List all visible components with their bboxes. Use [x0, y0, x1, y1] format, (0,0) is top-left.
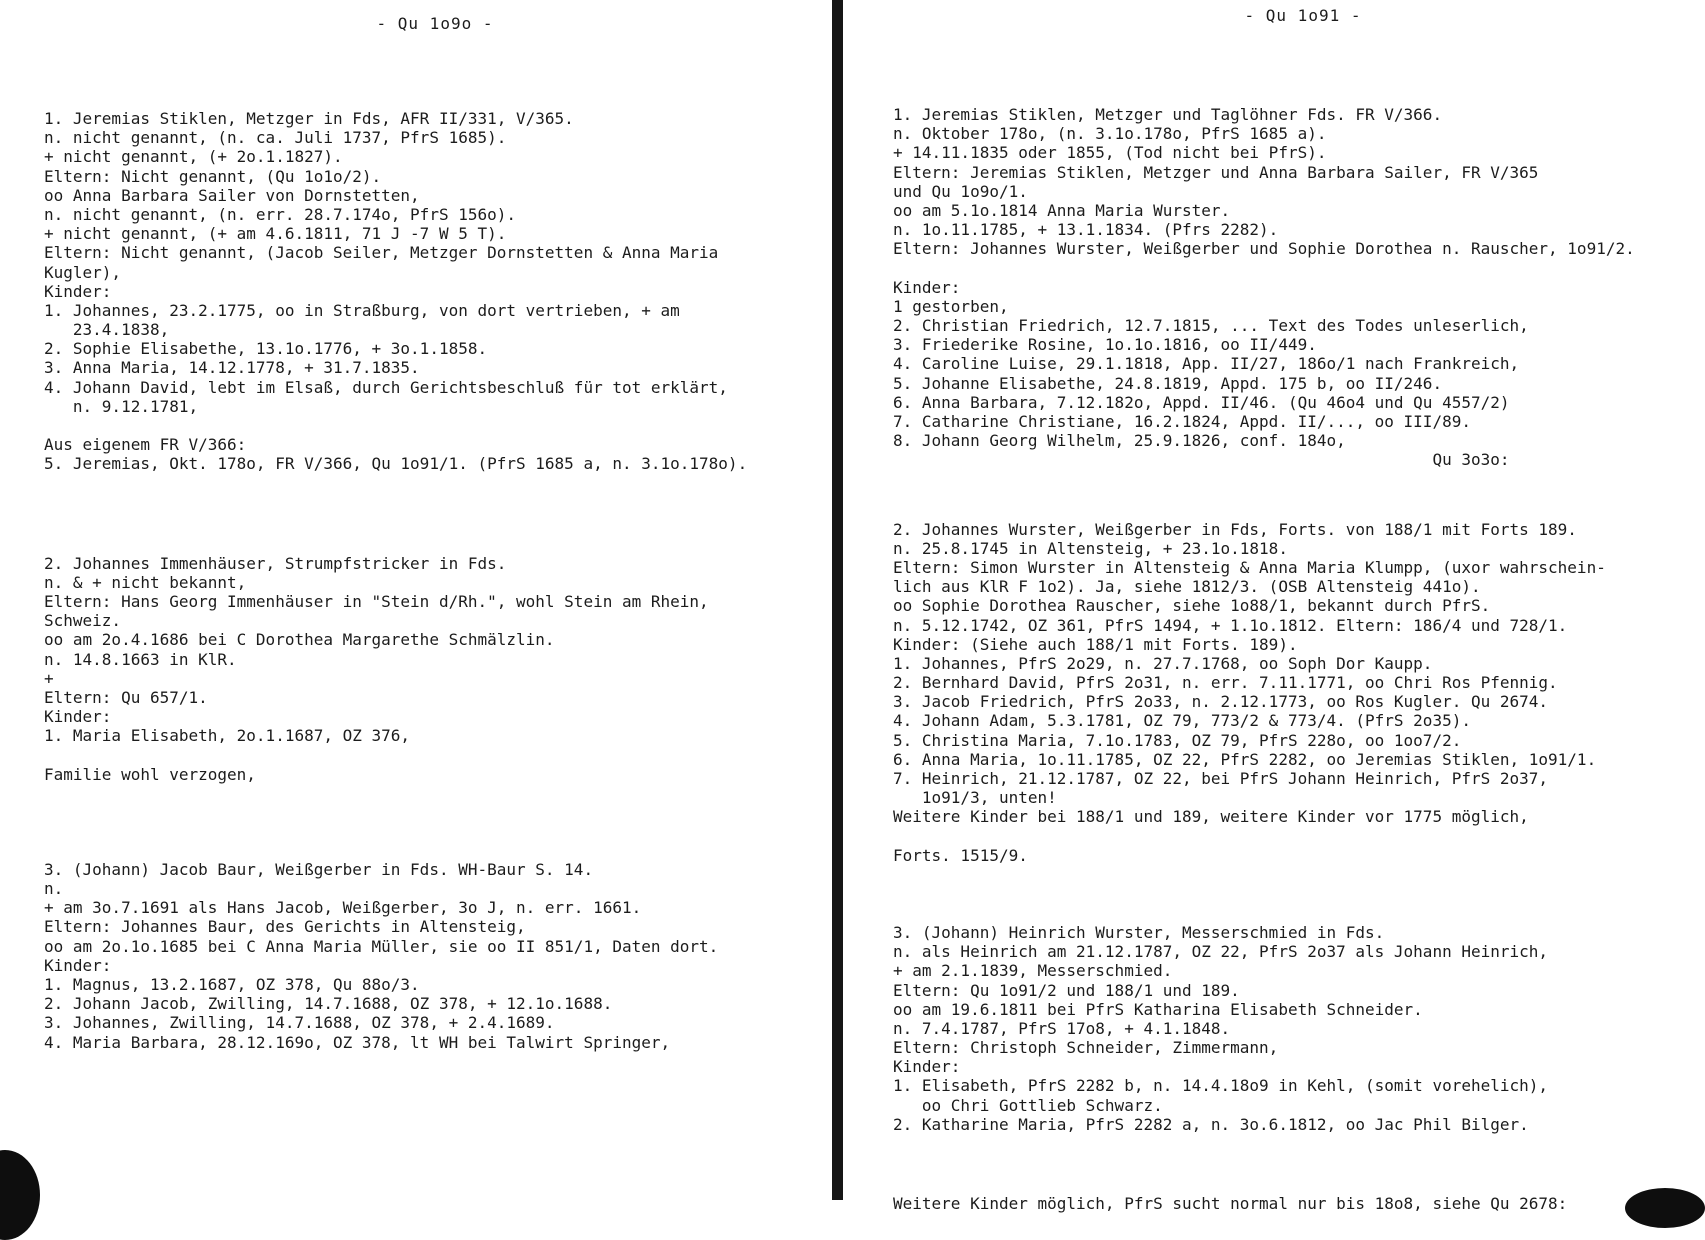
text-line: Kinder: [44, 281, 112, 301]
text-line: 1. Maria Elisabeth, 2o.1.1687, OZ 376, [44, 726, 411, 746]
text-line: 8. Johann Georg Wilhelm, 25.9.1826, conf. 184o, [893, 431, 1346, 451]
entry-r4 [893, 1194, 1688, 1213]
text-line: oo am 2o.1o.1685 bei C Anna Maria Müller, sie oo II 851/1, Daten dort. [44, 936, 719, 956]
text-line: 2. Johannes Wurster, Weißgerber in Fds, Forts. von 188/1 mit Forts 189. [893, 519, 1577, 539]
text-line: n. nicht genannt, (n. err. 28.7.174o, PfrS 156o). [44, 204, 517, 224]
text-line: Eltern: Qu 657/1. [44, 687, 208, 707]
text-line: 1. Johannes, 23.2.1775, oo in Straßburg, von dort vertrieben, + am [44, 300, 680, 320]
text-line: Eltern: Simon Wurster in Altensteig & Anna Maria Klumpp, (uxor wahrschein- [893, 557, 1606, 577]
text-line: Familie wohl verzogen, [44, 764, 256, 784]
text-line: 1o91/3, unten! [893, 788, 1057, 808]
text-line: n. & + nicht bekannt, [44, 572, 247, 592]
text-line: Eltern: Hans Georg Immenhäuser in "Stein d/Rh.", wohl Stein am Rhein, [44, 591, 709, 611]
text-line: 2. Katharine Maria, PfrS 2282 a, n. 3o.6.1812, oo Jac Phil Bilger. [893, 1114, 1529, 1134]
text-line: oo am 19.6.1811 bei PfrS Katharina Elisabeth Schneider. [893, 999, 1423, 1019]
entry-l1 [44, 109, 830, 474]
text-line: 3. Jacob Friedrich, PfrS 2o33, n. 2.12.1773, oo Ros Kugler. Qu 2674. [893, 692, 1549, 712]
text-line: 3. (Johann) Heinrich Wurster, Messerschmied in Fds. [893, 922, 1385, 942]
text-line: 2. Bernhard David, PfrS 2o31, n. err. 7.11.1771, oo Chri Ros Pfennig. [893, 673, 1558, 693]
text-line: Eltern: Nicht genannt, (Jacob Seiler, Metzger Dornstetten & Anna Maria [44, 243, 719, 263]
page-header-left: - Qu 1o9o - [376, 14, 494, 33]
text-line: n. 25.8.1745 in Altensteig, + 23.1o.1818. [893, 538, 1288, 558]
text-line: 6. Anna Maria, 1o.11.1785, OZ 22, PfrS 2282, oo Jeremias Stiklen, 1o91/1. [893, 749, 1597, 769]
text-line: Weitere Kinder bei 188/1 und 189, weitere Kinder vor 1775 möglich, [893, 807, 1529, 827]
text-line: 3. Johannes, Zwilling, 14.7.1688, OZ 378, + 2.4.1689. [44, 1013, 555, 1033]
page-header-right: - Qu 1o91 - [1244, 6, 1362, 25]
text-line: oo am 5.1o.1814 Anna Maria Wurster. [893, 200, 1231, 220]
text-line: und Qu 1o9o/1. [893, 181, 1028, 201]
text-line: Weitere Kinder möglich, PfrS sucht normal nur bis 18o8, siehe Qu 2678: [893, 1194, 1568, 1213]
text-line: Eltern: Jeremias Stiklen, Metzger und Anna Barbara Sailer, FR V/365 [893, 162, 1539, 182]
text-line: Eltern: Christoph Schneider, Zimmermann, [893, 1038, 1279, 1058]
text-line [44, 416, 830, 435]
text-line: Schweiz. [44, 611, 122, 631]
book-gutter [832, 0, 843, 1200]
text-line [893, 259, 1688, 278]
text-line: oo Sophie Dorothea Rauscher, siehe 1o88/1, bekannt durch PfrS. [893, 596, 1491, 616]
text-line [893, 827, 1688, 846]
right-page [845, 0, 1688, 1213]
text-line: n. nicht genannt, (n. ca. Juli 1737, PfrS 1685). [44, 128, 507, 148]
text-line: 1 gestorben, [893, 296, 1009, 316]
left-page [0, 0, 830, 1200]
text-line: 1. Elisabeth, PfrS 2282 b, n. 14.4.18o9 in Kehl, (somit vorehelich), [893, 1076, 1549, 1096]
text-line: 5. Jeremias, Okt. 178o, FR V/366, Qu 1o91/1. (PfrS 1685 a, n. 3.1o.178o). [44, 454, 748, 474]
text-line: 3. Friederike Rosine, 1o.1o.1816, oo II/449. [893, 335, 1317, 355]
text-line: + 14.11.1835 oder 1855, (Tod nicht bei PfrS). [893, 143, 1327, 163]
text-line: Eltern: Johannes Wurster, Weißgerber und Sophie Dorothea n. Rauscher, 1o91/2. [893, 239, 1635, 259]
text-line: + nicht genannt, (+ am 4.6.1811, 71 J -7 W 5 T). [44, 224, 507, 244]
text-line: Kinder: [44, 955, 112, 975]
text-line: Kinder: [893, 1057, 961, 1077]
text-line: 4. Johann Adam, 5.3.1781, OZ 79, 773/2 & 773/4. (PfrS 2o35). [893, 711, 1471, 731]
text-line: Kugler), [44, 262, 122, 282]
text-line: 2. Christian Friedrich, 12.7.1815, ... Text des Todes unleserlich, [893, 316, 1529, 336]
text-line: Eltern: Johannes Baur, des Gerichts in Altensteig, [44, 917, 526, 937]
entry-r3 [893, 923, 1688, 1134]
text-line: n. 14.8.1663 in KlR. [44, 649, 237, 669]
text-line: 3. Anna Maria, 14.12.1778, + 31.7.1835. [44, 358, 420, 378]
ink-blot-right [1625, 1188, 1705, 1228]
text-line: oo am 2o.4.1686 bei C Dorothea Margarethe Schmälzlin. [44, 630, 555, 650]
text-line: 1. Magnus, 13.2.1687, OZ 378, Qu 88o/3. [44, 974, 420, 994]
text-line: 1. Johannes, PfrS 2o29, n. 27.7.1768, oo Soph Dor Kaupp. [893, 653, 1433, 673]
text-line: Forts. 1515/9. [893, 845, 1028, 865]
text-line: + nicht genannt, (+ 2o.1.1827). [44, 147, 343, 167]
text-line: lich aus KlR F 1o2). Ja, siehe 1812/3. (OSB Altensteig 441o). [893, 577, 1481, 597]
text-line: oo Chri Gottlieb Schwarz. [893, 1095, 1163, 1115]
text-line: 2. Johannes Immenhäuser, Strumpfstricker in Fds. [44, 553, 507, 573]
text-line: Aus eigenem FR V/366: [44, 435, 247, 455]
text-line: Eltern: Nicht genannt, (Qu 1o1o/2). [44, 166, 382, 186]
text-line: Kinder: (Siehe auch 188/1 mit Forts. 189). [893, 634, 1298, 654]
text-line: + am 2.1.1839, Messerschmied. [893, 961, 1173, 981]
text-line: n. als Heinrich am 21.12.1787, OZ 22, PfrS 2o37 als Johann Heinrich, [893, 942, 1549, 962]
entry-r1 [893, 105, 1688, 470]
text-line: n. Oktober 178o, (n. 3.1o.178o, PfrS 1685 a). [893, 124, 1327, 144]
text-line: 23.4.1838, [44, 320, 170, 340]
text-line: n. [44, 879, 64, 898]
text-line: 2. Sophie Elisabethe, 13.1o.1776, + 3o.1.1858. [44, 339, 488, 359]
text-line: Kinder: [44, 707, 112, 727]
text-line: 5. Johanne Elisabethe, 24.8.1819, Appd. 175 b, oo II/246. [893, 373, 1443, 393]
text-line: Kinder: [893, 277, 961, 297]
text-line: 5. Christina Maria, 7.1o.1783, OZ 79, PfrS 228o, oo 1oo7/2. [893, 730, 1462, 750]
text-line: 4. Caroline Luise, 29.1.1818, App. II/27, 186o/1 nach Frankreich, [893, 354, 1520, 374]
text-line: 4. Maria Barbara, 28.12.169o, OZ 378, lt WH bei Talwirt Springer, [44, 1032, 671, 1052]
text-line: 4. Johann David, lebt im Elsaß, durch Gerichtsbeschluß für tot erklärt, [44, 377, 728, 397]
text-line [44, 745, 830, 764]
text-line: Eltern: Qu 1o91/2 und 188/1 und 189. [893, 980, 1240, 1000]
entry-l2 [44, 554, 830, 784]
text-line: 1. Jeremias Stiklen, Metzger in Fds, AFR II/331, V/365. [44, 109, 574, 128]
text-line: n. 1o.11.1785, + 13.1.1834. (Pfrs 2282). [893, 220, 1279, 240]
text-line: n. 7.4.1787, PfrS 17o8, + 4.1.1848. [893, 1018, 1231, 1038]
text-line: oo Anna Barbara Sailer von Dornstetten, [44, 185, 420, 205]
text-line: 3. (Johann) Jacob Baur, Weißgerber in Fds. WH-Baur S. 14. [44, 859, 594, 879]
text-line: 1. Jeremias Stiklen, Metzger und Taglöhner Fds. FR V/366. [893, 105, 1443, 124]
text-line: + am 3o.7.1691 als Hans Jacob, Weißgerber, 3o J, n. err. 1661. [44, 898, 642, 918]
text-line: 2. Johann Jacob, Zwilling, 14.7.1688, OZ 378, + 12.1o.1688. [44, 994, 613, 1014]
text-line: 7. Heinrich, 21.12.1787, OZ 22, bei PfrS Johann Heinrich, PfrS 2o37, [893, 769, 1549, 788]
text-line: 7. Catharine Christiane, 16.2.1824, Appd. II/..., oo III/89. [893, 412, 1471, 431]
entry-r2 [893, 520, 1688, 865]
text-line: n. 9.12.1781, [44, 396, 199, 416]
text-line: n. 5.12.1742, OZ 361, PfrS 1494, + 1.1o.1812. Eltern: 186/4 und 728/1. [893, 615, 1568, 635]
text-line: 6. Anna Barbara, 7.12.182o, Appd. II/46. (Qu 46o4 und Qu 4557/2) [893, 392, 1510, 412]
entry-l3 [44, 860, 830, 1052]
text-line: + [44, 668, 54, 688]
text-line: Qu 3o3o: [893, 450, 1510, 470]
